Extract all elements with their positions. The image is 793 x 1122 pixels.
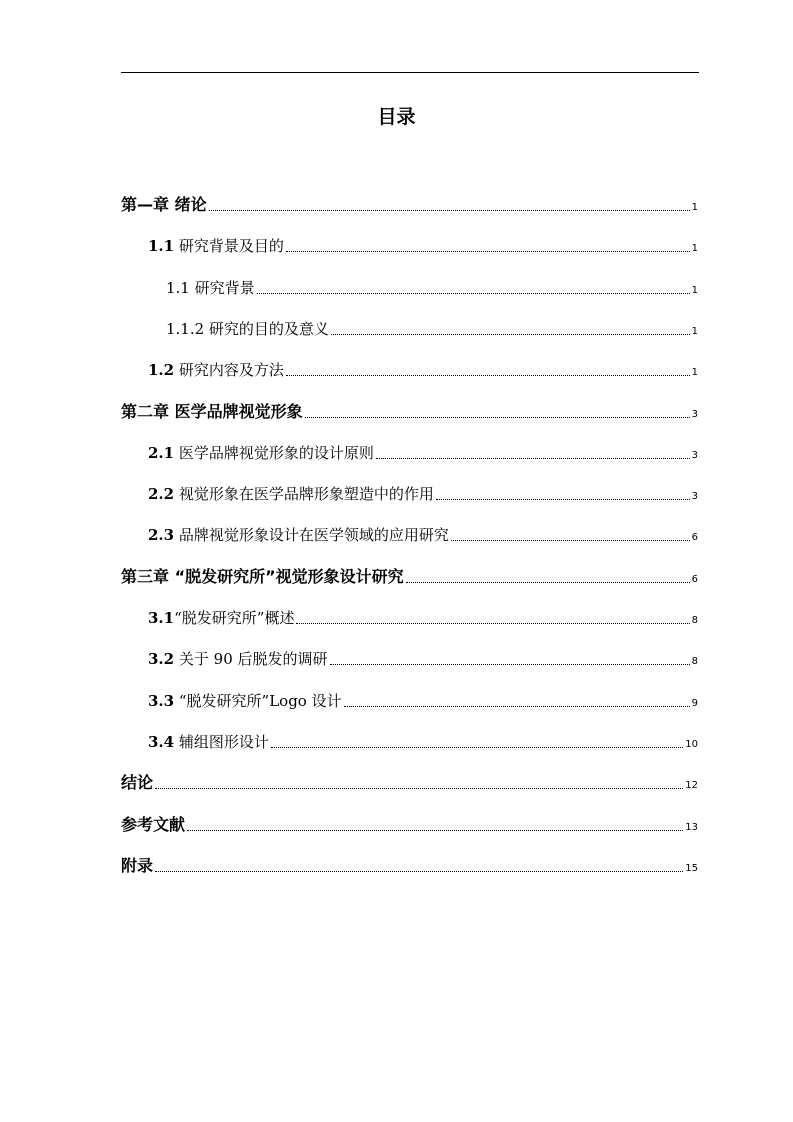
toc-entry[interactable] (121, 400, 698, 424)
header-rule (121, 72, 699, 73)
toc-entry-title: 研究背景及目的 (174, 237, 284, 256)
toc-entry[interactable] (148, 441, 698, 465)
toc-entry[interactable] (148, 523, 698, 547)
toc-page-number: 12 (685, 780, 698, 792)
toc-dot-leader (187, 829, 683, 831)
toc-dot-leader (376, 457, 690, 459)
toc-page-number: 1 (691, 284, 698, 296)
toc-dot-leader (406, 581, 690, 583)
toc-entry[interactable] (121, 813, 698, 837)
toc-dot-leader (257, 292, 690, 294)
toc-entry-title: 1.1.2 研究的目的及意义 (166, 319, 329, 338)
toc-entry-number: 1.2 (148, 361, 175, 380)
toc-page-number: 1 (691, 243, 698, 255)
toc-dot-leader (331, 333, 690, 335)
toc-entry-text (148, 441, 374, 465)
toc-page-number: 9 (691, 697, 698, 709)
toc-entry-text (121, 854, 153, 878)
toc-dot-leader (436, 498, 690, 500)
toc-dot-leader (286, 374, 690, 376)
toc-entry[interactable] (166, 276, 698, 300)
toc-entry-title: “脱发研究所”概述 (174, 609, 295, 627)
toc-dot-leader (271, 746, 683, 748)
toc-dot-leader (209, 209, 690, 211)
toc-page-number: 1 (691, 367, 698, 379)
toc-entry-text (121, 813, 185, 837)
toc-entry[interactable] (148, 647, 698, 671)
toc-entry-number: 2.3 (148, 526, 175, 545)
toc-page-number: 15 (685, 862, 698, 874)
toc-entry-title: 关于 90 后脱发的调研 (174, 650, 328, 669)
toc-entry[interactable] (148, 689, 698, 713)
toc-title: 目录 (377, 106, 416, 128)
toc-entry[interactable] (121, 193, 698, 217)
toc-page-number: 1 (691, 202, 698, 213)
toc-dot-leader (155, 870, 683, 872)
toc-page-number: 3 (691, 491, 698, 503)
toc-entry-title: 第—章 绪论 (121, 195, 207, 214)
toc-entry-text (148, 606, 294, 630)
toc-page-number: 1 (691, 325, 698, 337)
toc-entry-text (121, 771, 153, 795)
toc-entry-title: “脱发研究所”Logo 设计 (174, 691, 342, 710)
toc-entry[interactable] (148, 234, 698, 258)
toc-dot-leader (155, 787, 683, 789)
toc-dot-leader (330, 663, 690, 665)
toc-entry-text (166, 317, 329, 341)
toc-entry[interactable] (121, 854, 698, 878)
toc-dot-leader (344, 705, 690, 707)
toc-page-number: 3 (691, 408, 698, 420)
toc-entry-title: 结论 (121, 773, 154, 793)
toc-entry[interactable] (148, 730, 698, 754)
toc-entry-title: 品牌视觉形象设计在医学领域的应用研究 (174, 526, 449, 545)
toc-entry-number: 3.1 (148, 609, 175, 627)
toc-entry-title: 附录 (121, 855, 154, 875)
toc-entry-number: 3.4 (148, 732, 175, 751)
toc-entry-title: 医学品牌视觉形象的设计原则 (174, 443, 374, 462)
toc-entry[interactable] (121, 771, 698, 795)
toc-entry[interactable] (121, 565, 698, 589)
toc-page-number: 8 (691, 615, 698, 626)
toc-entry-text (148, 689, 342, 713)
toc-dot-leader (305, 416, 690, 418)
toc-entry-number: 1.1 (148, 237, 175, 256)
toc-entry-text (121, 193, 207, 217)
toc-page-number: 6 (691, 573, 698, 585)
toc-page-number: 13 (685, 821, 698, 833)
toc-entry-text (148, 523, 449, 547)
toc-entry-number: 3.3 (148, 691, 175, 710)
toc-dot-leader (296, 622, 689, 624)
toc-page-number: 8 (691, 656, 698, 668)
toc-entry-text (148, 647, 328, 671)
toc-entry-title: 研究内容及方法 (174, 361, 284, 380)
toc-entry-number: 2.1 (148, 443, 175, 462)
toc-entry-number: 2.2 (148, 485, 175, 504)
toc-page-number: 3 (691, 449, 698, 461)
toc-entry-text (121, 565, 404, 589)
toc-dot-leader (286, 250, 690, 252)
toc-entry-title: 1.1 研究背景 (166, 278, 255, 297)
toc-entry-text (148, 482, 434, 506)
toc-entry[interactable] (166, 317, 698, 341)
toc-entry-title: 辅组图形设计 (174, 732, 269, 751)
toc-entry[interactable] (148, 358, 698, 382)
toc-dot-leader (451, 539, 690, 541)
toc-page-number: 10 (685, 738, 698, 750)
toc-entry-text (148, 358, 284, 382)
toc-entry-text (121, 400, 303, 424)
toc-entry-title: 视觉形象在医学品牌形象塑造中的作用 (174, 485, 434, 504)
toc-entry-number: 3.2 (148, 650, 175, 669)
toc-entry-text (166, 276, 255, 300)
toc-entry-text (148, 730, 269, 754)
toc-entry[interactable] (148, 606, 698, 630)
toc-entry[interactable] (148, 482, 698, 506)
toc-entry-text (148, 234, 284, 258)
toc-page-number: 6 (691, 532, 698, 544)
toc-entry-title: 第二章 医学品牌视觉形象 (121, 401, 303, 421)
toc-entry-title: 第三章 “脱发研究所”视觉形象设计研究 (121, 566, 404, 586)
toc-entry-title: 参考文献 (121, 814, 186, 834)
